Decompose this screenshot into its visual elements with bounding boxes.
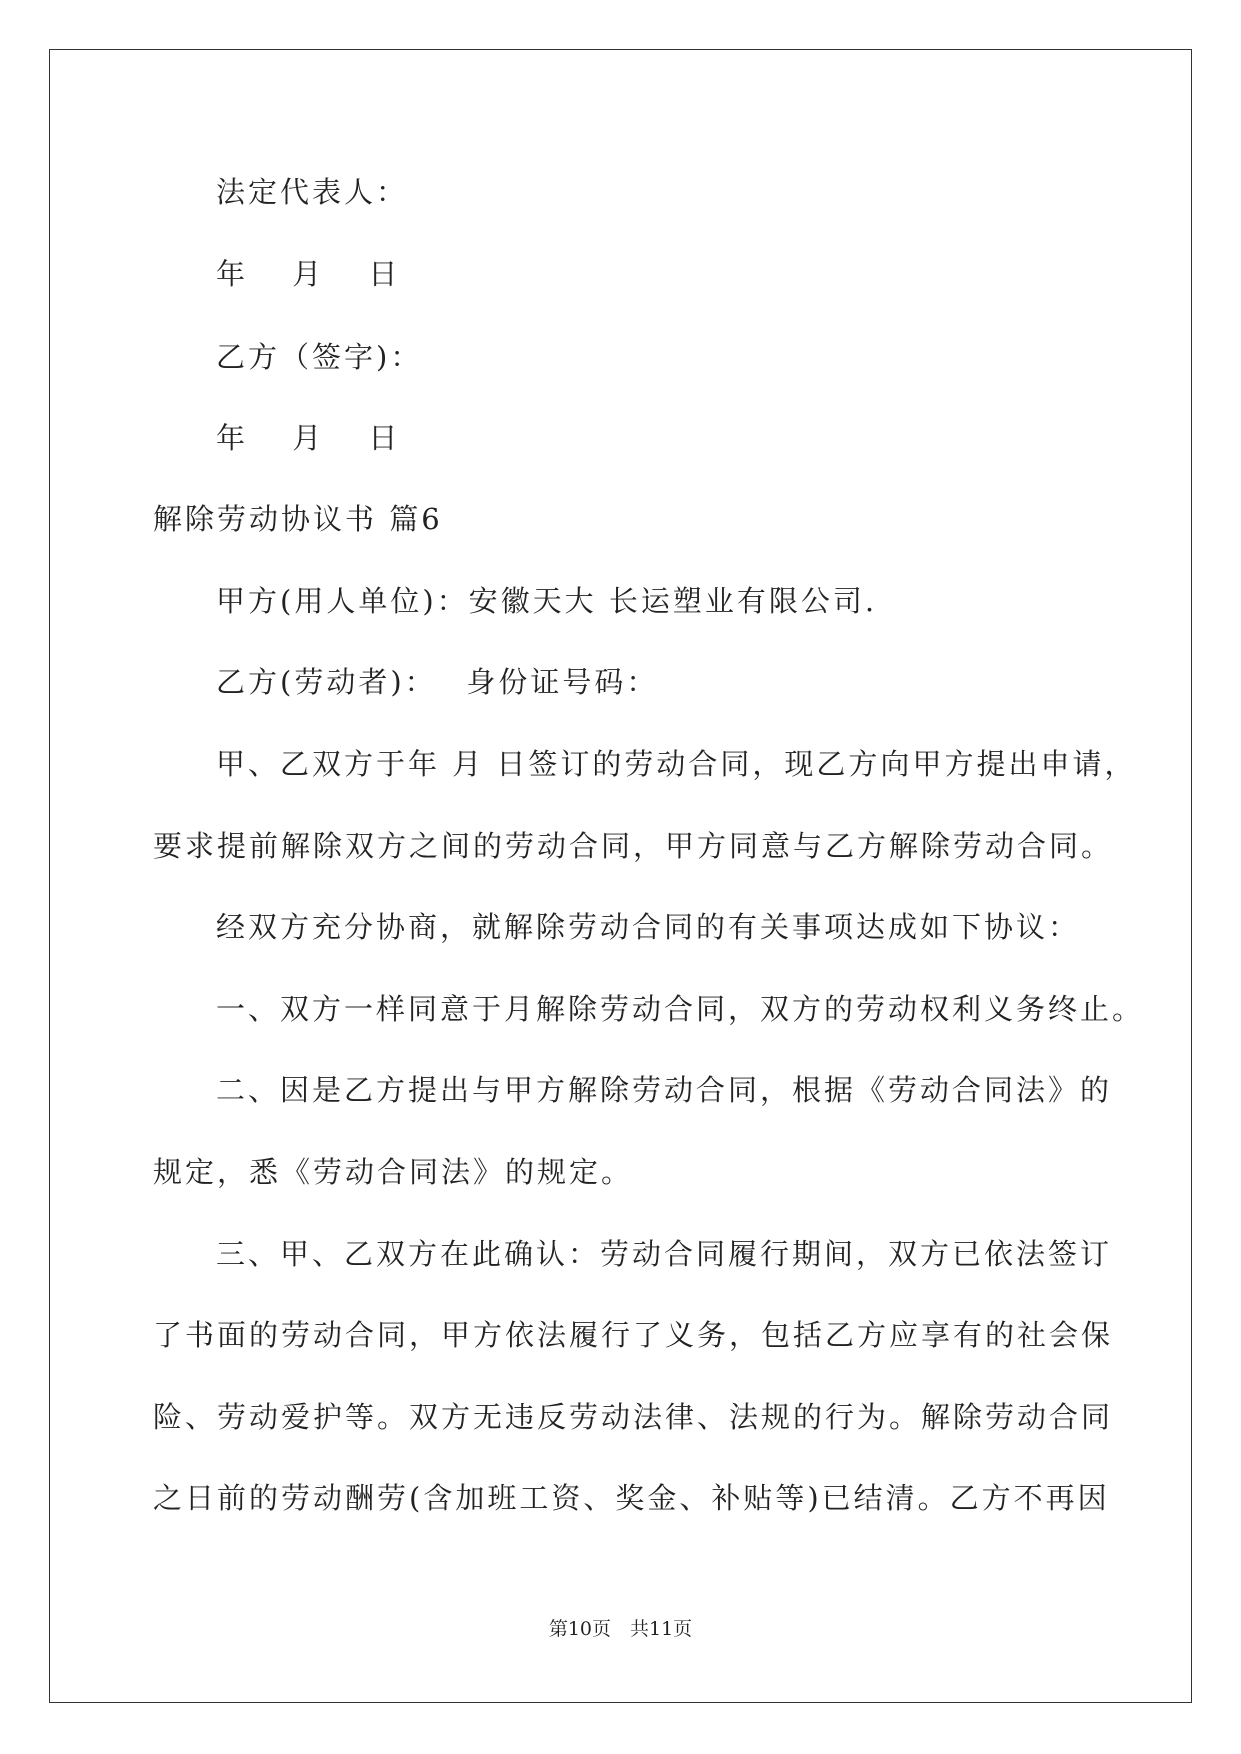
clause-line: 三、甲、乙双方在此确认：劳动合同履行期间，双方已依法签订 — [216, 1237, 1113, 1271]
clause-line: 二、因是乙方提出与甲方解除劳动合同，根据《劳动合同法》的 — [216, 1073, 1113, 1107]
page-number: 第10页 共11页 — [548, 1618, 693, 1640]
clause-line: 了书面的劳动合同，甲方依法履行了义务，包括乙方应享有的社会保 — [153, 1318, 1114, 1352]
party-b-line: 乙方(劳动者)： 身份证号码： — [216, 665, 659, 699]
page-border — [49, 49, 1192, 1703]
clause-line: 险、劳动爱护等。双方无违反劳动法律、法规的行为。解除劳动合同 — [153, 1400, 1114, 1434]
date-line: 年 月 日 — [216, 257, 401, 291]
clause-line: 之日前的劳动酬劳(含加班工资、奖金、补贴等)已结清。乙方不再因 — [153, 1481, 1110, 1515]
section-heading: 解除劳动协议书 篇6 — [153, 502, 443, 536]
paragraph-line: 要求提前解除双方之间的劳动合同，甲方同意与乙方解除劳动合同。 — [153, 829, 1114, 863]
paragraph-line: 甲、乙双方于年 月 日签订的劳动合同，现乙方向甲方提出申请， — [216, 747, 1137, 781]
clause-line: 一、双方一样同意于月解除劳动合同，双方的劳动权利义务终止。 — [216, 992, 1145, 1026]
page-footer — [0, 1617, 1241, 1641]
party-a-line: 甲方(用人单位)：安徽天大 长运塑业有限公司. — [216, 584, 878, 618]
paragraph-line: 经双方充分协商，就解除劳动合同的有关事项达成如下协议： — [216, 910, 1081, 944]
date-line: 年 月 日 — [216, 421, 401, 455]
party-b-signature-line: 乙方（签字)： — [216, 340, 423, 374]
clause-line: 规定，悉《劳动合同法》的规定。 — [153, 1155, 634, 1189]
legal-representative-line: 法定代表人： — [216, 175, 409, 209]
